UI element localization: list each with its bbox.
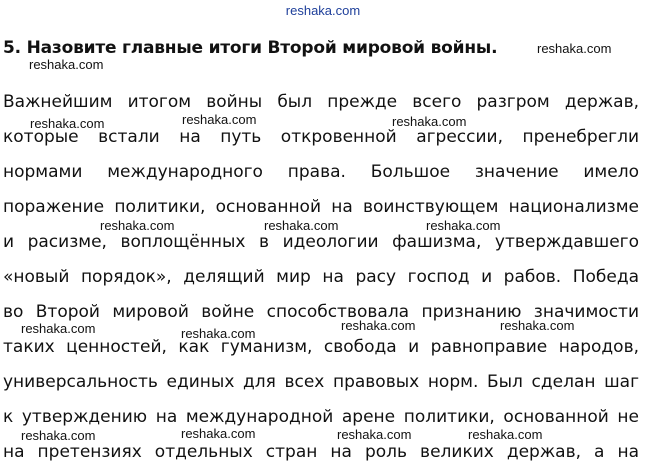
answer-line: поражение политики, основанной на воинствующем национализме bbox=[3, 197, 639, 217]
answer-line: «новый порядок», делящий мир на расу господ и рабов. Победа bbox=[3, 267, 639, 287]
answer-line: универсальность единых для всех правовых норм. Был сделан шаг bbox=[3, 372, 639, 392]
watermark: reshaka.com bbox=[181, 426, 256, 441]
watermark: reshaka.com bbox=[30, 116, 105, 131]
watermark: reshaka.com bbox=[337, 427, 412, 442]
answer-line: и расизме, воплощённых в идеологии фашизма, утверждавшего bbox=[3, 232, 639, 252]
watermark: reshaka.com bbox=[182, 112, 257, 127]
watermark: reshaka.com bbox=[537, 41, 612, 56]
watermark: reshaka.com bbox=[500, 318, 575, 333]
watermark: reshaka.com bbox=[468, 427, 543, 442]
watermark: reshaka.com bbox=[21, 321, 96, 336]
watermark: reshaka.com bbox=[181, 326, 256, 341]
watermark: reshaka.com bbox=[426, 218, 501, 233]
answer-line: Важнейшим итогом войны был прежде всего разгром держав, bbox=[3, 92, 639, 112]
watermark: reshaka.com bbox=[29, 57, 104, 72]
answer-line: на претензиях отдельных стран на роль великих держав, а на bbox=[3, 442, 639, 462]
top-watermark: reshaka.com bbox=[285, 3, 361, 18]
watermark: reshaka.com bbox=[21, 428, 96, 443]
watermark: reshaka.com bbox=[100, 218, 175, 233]
answer-line: к утверждению на международной арене политики, основанной не bbox=[3, 407, 639, 427]
watermark: reshaka.com bbox=[392, 114, 467, 129]
question-heading bbox=[3, 38, 497, 58]
answer-line: таких ценностей, как гуманизм, свобода и равноправие народов, bbox=[3, 337, 639, 357]
watermark: reshaka.com bbox=[341, 318, 416, 333]
answer-line: которые встали на путь откровенной агрессии, пренебрегли bbox=[3, 127, 639, 147]
question-number: 5. bbox=[3, 38, 21, 58]
answer-line: нормами международного права. Большое значение имело bbox=[3, 162, 639, 182]
answer-line: во Второй мировой войне способствовала признанию значимости bbox=[3, 302, 639, 322]
watermark: reshaka.com bbox=[264, 218, 339, 233]
question-text: Назовите главные итоги Второй мировой войны. bbox=[26, 38, 498, 58]
